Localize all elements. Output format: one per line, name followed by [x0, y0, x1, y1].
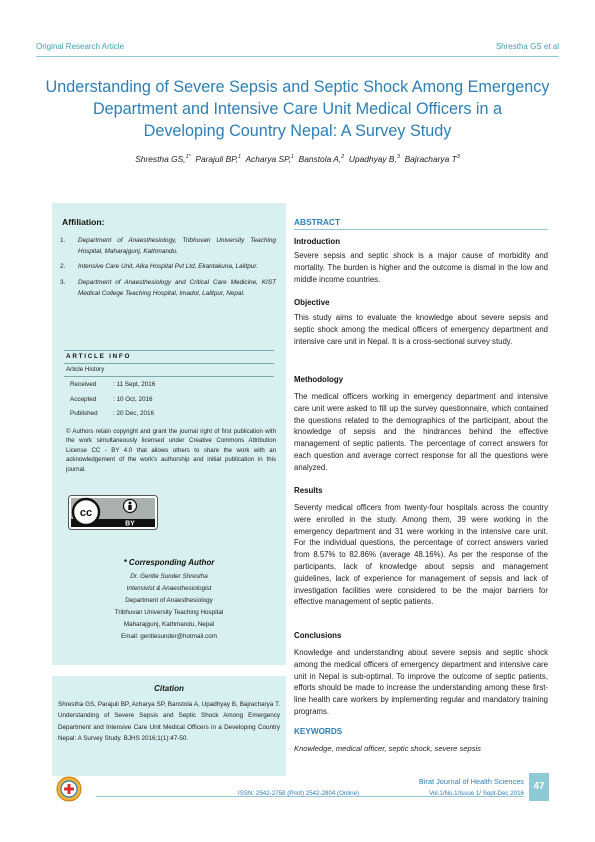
section-heading-methodology: Methodology [294, 375, 344, 384]
article-info-rule [64, 350, 274, 351]
journal-name: Birat Journal of Health Sciences [418, 777, 524, 786]
section-text-conclusions: Knowledge and understanding about severe sepsis and septic shock among the medical officers of emergency department and intensive care unit in Nepal is sub-optimal. To improve the outcome of septic patients, efforts should be made to increase the understanding among these first-line health care workers by implementing regular and mandatory training programs. [294, 648, 548, 716]
section-text-methodology: The medical officers working in emergency department and intensive care unit were asked to fill up the survey questionnaire, which contained the questions related to the demographics of the participant, about the knowledge of sepsis and the hindrances behind the effective management of septic patients. The percentage of correct answers for each question and average correct response for all the questions were analyzed. [294, 392, 548, 472]
header-rule [36, 56, 559, 57]
info-sidebar [52, 203, 286, 665]
affiliation-item: 2. Intensive Care Unit, Alka Hospital Pvt Ltd, Ekantakuna, Lalitpur. [60, 263, 258, 271]
author: Banstola A,$^2$ [298, 154, 345, 164]
history-received: Received : 11 Sept, 2016 [70, 381, 156, 388]
article-info-rule [64, 376, 274, 377]
corr-name: Dr. Gentle Sunder Shrestha [130, 573, 208, 580]
section-text-introduction: Severe sepsis and septic shock is a major cause of morbidity and mortality. The burden is higher and the outcome is dismal in the low and middle income countries. [294, 251, 548, 284]
section-heading-introduction: Introduction [294, 237, 341, 246]
running-author: Shrestha GS et al [495, 42, 559, 51]
citation-text: Shrestha GS, Parajuli BP, Acharya SP, Banstola A, Upadhyay B, Bajracharya T. Understanding of Severe Sepsis and Septic Shock Among Emergency Department and Intensive Care Unit Medical Officers in a Developing Country Nepal: A Survey Study. BJHS 2016;1(1):47-50. [58, 701, 280, 743]
author-list [40, 154, 555, 164]
article-history-label: Article History [66, 366, 105, 373]
section-text-objective: This study aims to evaluate the knowledge about severe sepsis and septic shock among the medical officers of emergency department and intensive care unit in Nepal. It is a cross-sectional survey study. [294, 313, 548, 346]
history-accepted: Accepted : 10 Oct, 2016 [70, 396, 153, 403]
article-info-label: ARTICLE INFO [66, 353, 132, 360]
corr-dept: Department of Anaesthesiology [125, 597, 213, 604]
title-line: Understanding of Severe Sepsis and Septic Shock Among Emergency [45, 78, 550, 96]
person-icon-head [129, 502, 132, 505]
history-published: Published : 20 Dec, 2016 [70, 410, 154, 417]
section-text-results: Seventy medical officers from twenty-four hospitals across the country were enrolled in the study. Among them, 39 were working in the emergency department and 31 were working in the intensive care unit. For the individual questions, the percentage of correct answers varied from 8.57% to 82.86% (average 48.16%). As per the response of the participants, lack of knowledge about sepsis and management guidelines, lack of experience for management of sepsis and lack of investigation facilities were considered to be the major barriers for effective management of septic patients. [294, 503, 548, 607]
section-heading-objective: Objective [294, 298, 330, 307]
journal-logo-icon [56, 776, 82, 802]
affiliation-item: 1. Department of Anaesthesiology, Tribhuvan University Teaching Hospital, Maharajgunj, Kathmandu. [60, 237, 276, 255]
issn-text: ISSN: 2542-2758 (Print) 2542-2804 (Online) [238, 790, 360, 797]
corresponding-author-title: * Corresponding Author [123, 558, 215, 567]
cc-text: cc [79, 507, 93, 519]
section-heading-conclusions: Conclusions [294, 631, 342, 640]
cc-by-license-badge[interactable] [68, 495, 158, 530]
abstract-rule [294, 229, 548, 230]
section-heading-results: Results [294, 486, 323, 495]
corr-email[interactable]: Email: gentlesunder@hotmail.com [121, 633, 217, 640]
author: Upadhyay B,$^3$ [348, 154, 400, 164]
author: Shrestha GS,$^{1*}$ [135, 154, 191, 164]
citation-box [52, 676, 286, 776]
abstract-title: ABSTRACT [294, 217, 341, 227]
article-type: Original Research Article [36, 42, 125, 51]
corr-address: Maharajgunj, Kathmandu, Nepal [123, 621, 215, 628]
corr-hospital: Tribhuvan University Teaching Hospital [114, 609, 224, 616]
affiliation-list [60, 236, 276, 305]
volume-info: Vol.1/No.1/Issue 1/ Sept-Dec 2016 [429, 790, 524, 797]
author: Parajuli BP,$^1$ [195, 154, 242, 164]
corr-role: Intensivist & Anaesthesiologist [126, 585, 212, 592]
title-line: Department and Intensive Care Unit Medical Officers in a [92, 100, 503, 118]
paper-title [40, 76, 555, 142]
person-icon-body [128, 505, 131, 510]
running-header [36, 42, 559, 56]
author: Acharya SP,$^1$ [245, 154, 294, 164]
citation-title: Citation [154, 684, 184, 693]
affiliation-item: 3. Department of Anaesthesiology and Critical Care Medicine, KIST Medical College Teaching Hospital, Imadol, Lalitpur, Nepal. [60, 279, 276, 297]
article-info-rule [64, 363, 274, 364]
keywords-title: KEYWORDS [294, 727, 343, 736]
by-text: BY [125, 520, 135, 528]
copyright-notice: © Authors retain copyright and grant the journal right of first publication with the work simultaneously licensed under Creative Commons Attribution License CC - BY 4.0 that allows others to share the work with an acknowledgement of the work's authorship and initial publication in this journal. [66, 428, 276, 473]
keywords-text: Knowledge, medical officer, septic shock, severe sepsis [294, 744, 481, 753]
author: Bajracharya $T^3$ [404, 154, 460, 164]
affiliation-title: Affiliation: [62, 217, 105, 227]
page-number: 47 [529, 773, 549, 801]
title-line: Developing Country Nepal: A Survey Study [143, 122, 452, 140]
